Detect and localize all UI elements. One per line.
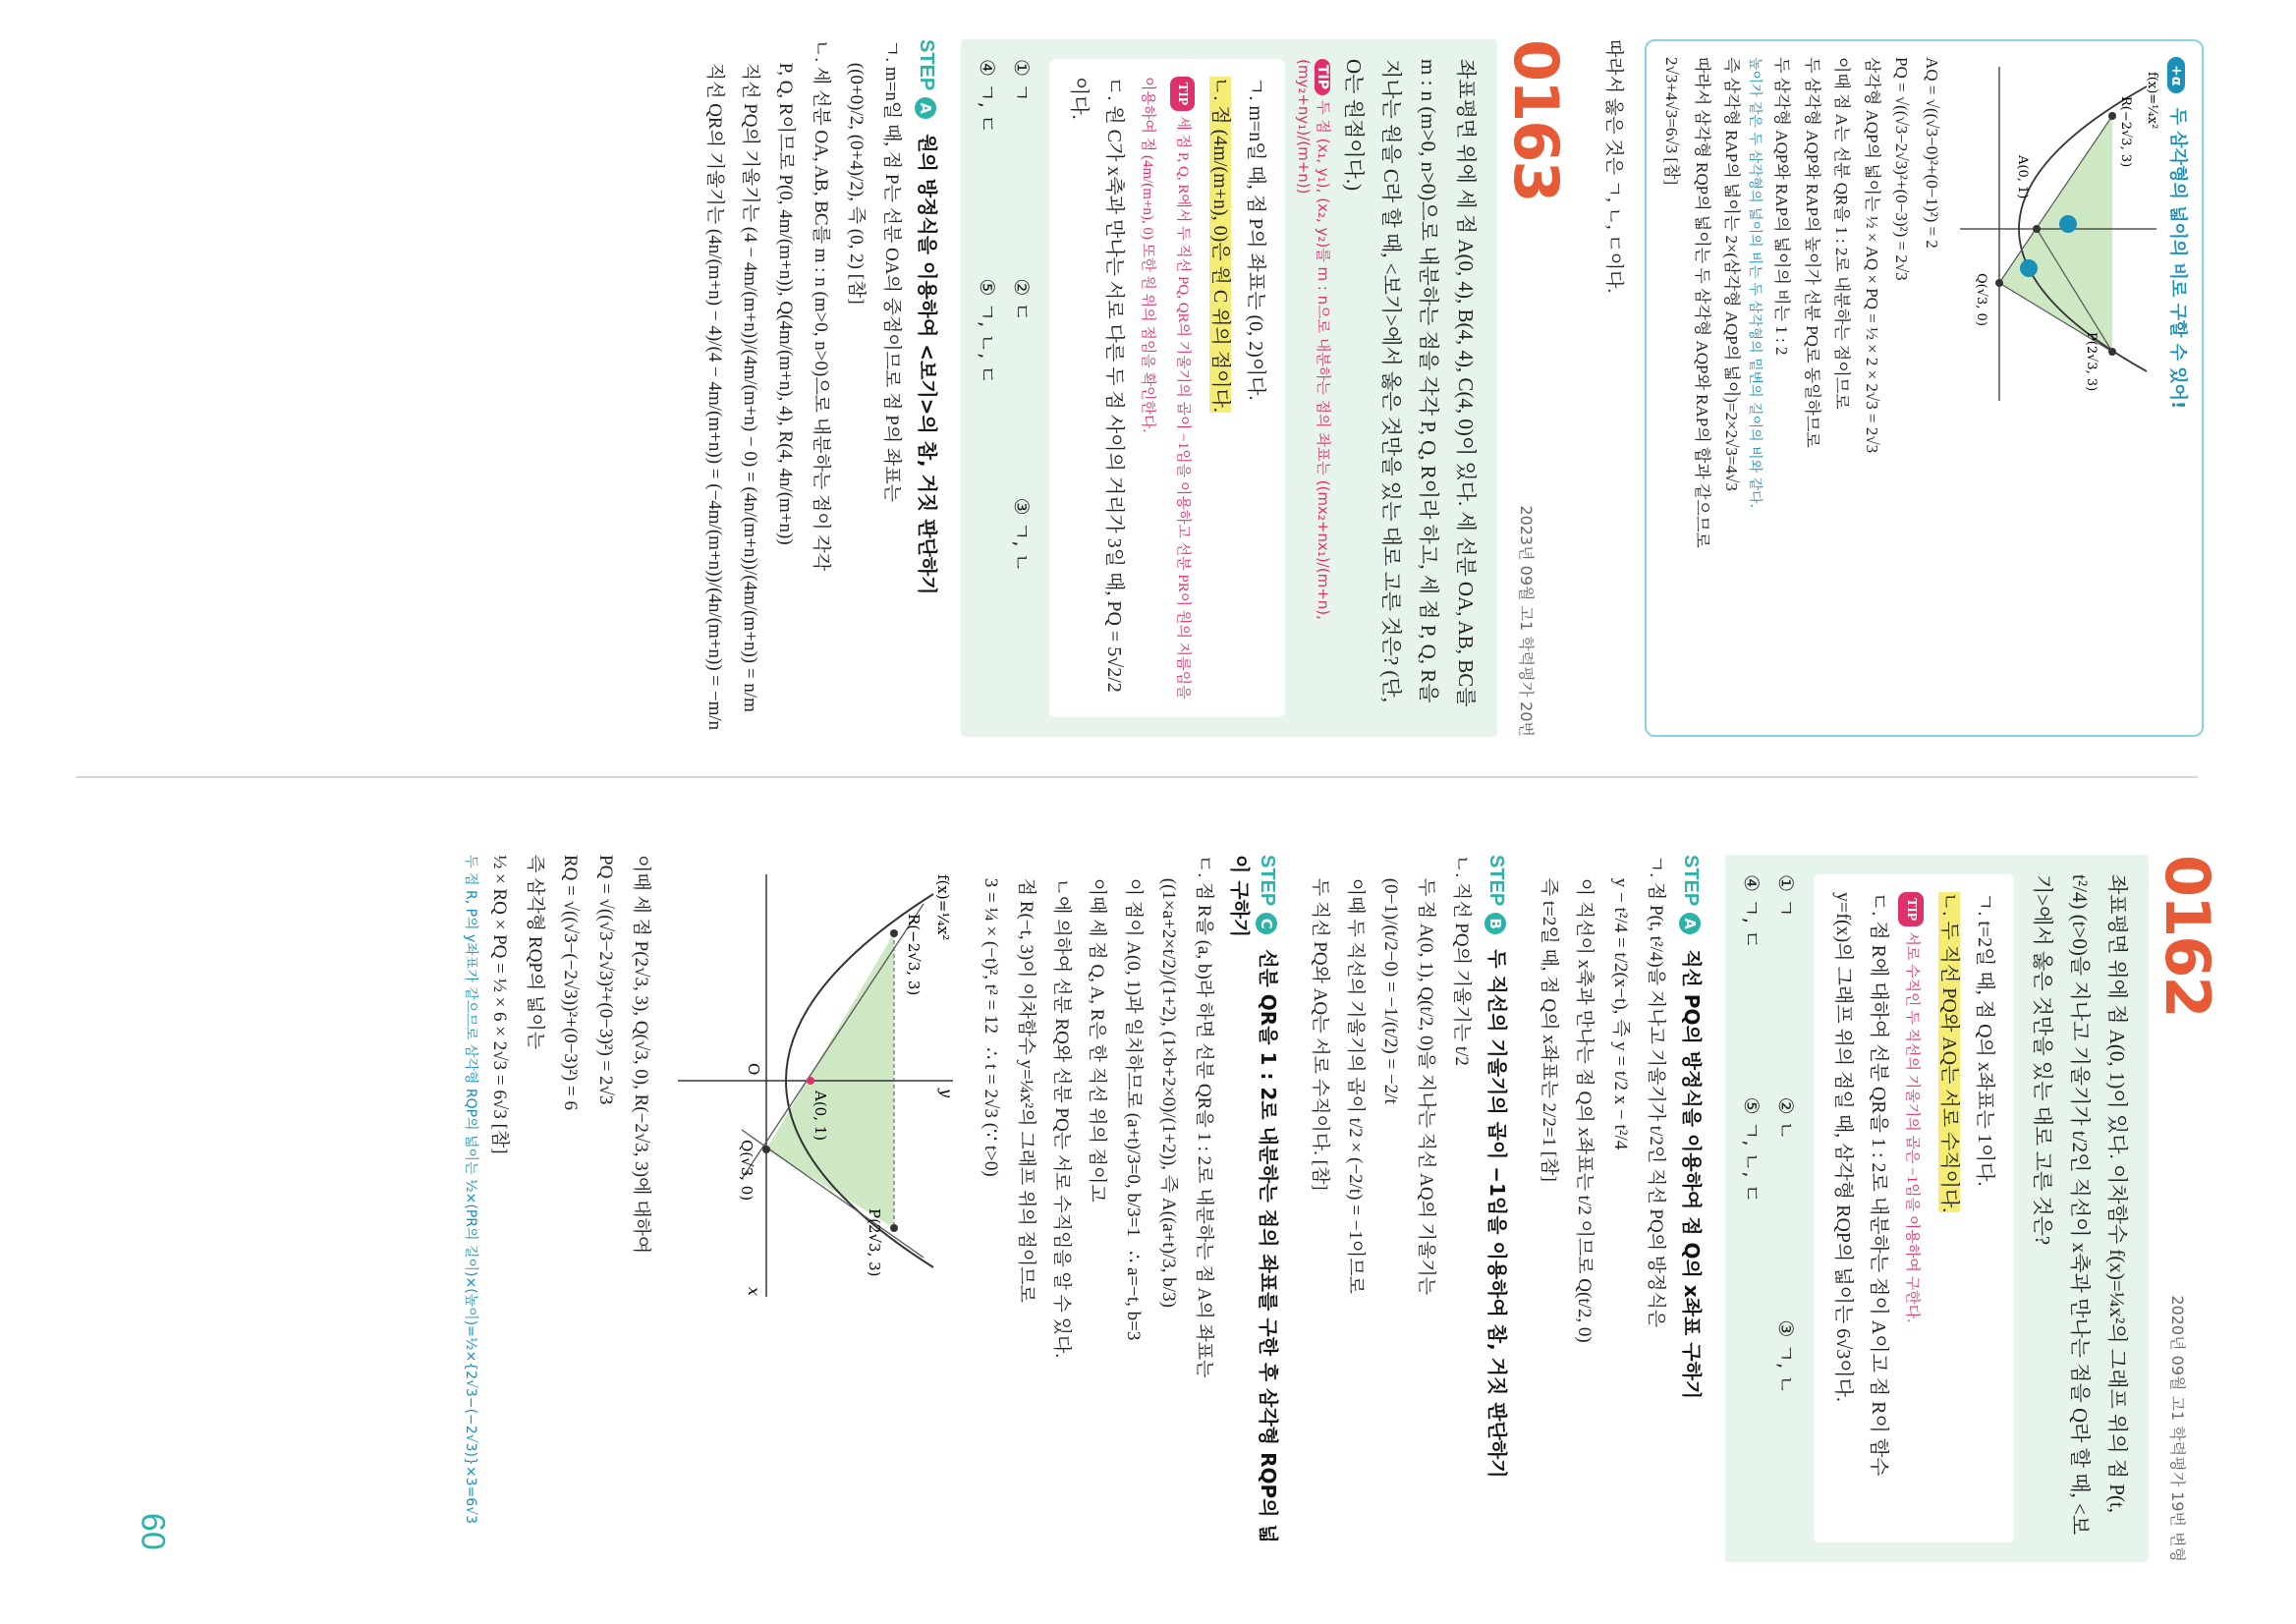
parabola-figure (664, 855, 963, 1562)
region-1-marker (2059, 215, 2077, 233)
label-p-alt: P(2√3, 3) (2084, 332, 2099, 392)
label-p: P(2√3, 3) (866, 1208, 884, 1277)
problem-source: 2023년 09월 고1 학력평가 20번 (1516, 505, 1536, 737)
label-y: y (937, 1089, 957, 1098)
after-figure-body: 이때 세 점 P(2√3, 3), Q(√3, 0), R(−2√3, 3)에 대하여 PQ = √((√3−2√3)²+(0−3)²) = 2√3 RQ = √((√3−(−2√3))²+(0−3)²) = 6 즉 삼각형 RQP의 넓이는 ½ × RQ × PQ = ½ × 6 × 2√3 = 6√3 [참] (488, 855, 652, 1255)
problem-stem: 좌표평면 위에 점 A(0, 1)이 있다. 이차함수 f(x)=¼x²의 그래프 위의 점 P(t, t²/4) (t>0)을 지나고 기울기가 t/2인 직선이 x축과 만나는 점을 Q라 할 때, <보기>에서 옳은 것만을 있는 대로 고른 것은? (2031, 874, 2129, 1536)
choice[interactable]: ② ㄷ (1010, 278, 1035, 321)
bogi-item: ㄷ. 점 R에 대하여 선분 QR을 1 : 2로 내분하는 점이 A이고 점 R이 함수 y=f(x)의 그래프 위의 점일 때, 삼각형 RQP의 넓이는 6√3이다. (1831, 892, 1889, 1477)
answer-choices (975, 59, 1037, 717)
answer-choices (1739, 874, 1802, 1542)
label-r-alt: R(−2√3, 3) (2118, 96, 2133, 168)
highlighted-text: ㄴ. 두 직선 PQ와 AQ는 서로 수직이다. (1937, 892, 1960, 1213)
step-letter-b: B (1484, 913, 1506, 934)
choice[interactable]: ③ ㄱ, ㄴ (1010, 497, 1035, 573)
step-label: STEP (916, 39, 938, 91)
alt-method-box (1645, 39, 2204, 737)
choice[interactable]: ⑤ ㄱ, ㄴ, ㄷ (976, 278, 1000, 385)
step-letter-a: A (915, 97, 936, 119)
point-r (890, 929, 898, 937)
bogi-box (1049, 59, 1285, 717)
point-p-alt (2108, 348, 2116, 356)
label-q-alt: Q(√3, 0) (1974, 273, 1988, 326)
alt-method-title-text: 두 삼각형의 넓이의 비로 구할 수 있어! (2167, 107, 2188, 410)
step-a-body: ㄱ. 점 P(t, t²/4)을 지나고 기울기가 t/2인 직선 PQ의 방정식은 y − t²/4 = t/2(x−t), 즉 y = t/2 x − t²/4 이 직선이 x축과 만나는 점 Q의 x좌표는 t/2 이므로 Q(t/2, 0) 즉 t=2일 때, 점 Q의 x좌표는 2/2=1 [참] (1539, 855, 1666, 1343)
page-number: 09 (136, 1513, 173, 1550)
step-title: 직선 PQ의 방정식을 이용하여 점 Q의 x좌표 구하기 (1679, 949, 1704, 1400)
bogi-item (1203, 77, 1238, 700)
tip-text: 세 점 P, Q, R에서 두 직선 PQ, QR의 기울기의 곱이 −1임을 이용하고 선분 PR이 원의 지름임을 이용하여 점 (4m/(m+n), 0) 또한 원 위의 점임을 확인한다. (1140, 77, 1192, 700)
problem-box-0163 (961, 39, 1496, 737)
label-x: x (745, 1287, 764, 1297)
step-c-heading (1227, 855, 1284, 1562)
choice[interactable]: ④ ㄱ, ㄷ (1739, 874, 1764, 949)
step-title: 선분 QR을 1 : 2로 내분하는 점의 좌표를 구한 후 삼각형 RQP의 넓이 구하기 (1227, 855, 1280, 1543)
point-p (890, 1224, 898, 1232)
problem-number: 0163 (1499, 39, 1572, 201)
step-label: STEP (1256, 855, 1278, 907)
point-a-alt (2033, 225, 2041, 233)
step-b-heading (1484, 855, 1513, 1562)
alt-method-body: AQ = √((√3−0)²+(0−1)²) = 2 PQ = √((√3−2√3)²+(0−3)²) = 2√3 삼각형 AQP의 넓이는 ½ × AQ × PQ = ½ × 2 × 2√3 = 2√3 이때 점 A는 선분 QR을 1 : 2로 내분하는 점이므로 두 삼각형 AQP와 RAP의 높이가 선분 PQ로 동일하므로 두 삼각형 AQP와 RAP의 넓이의 비는 1 : 2 (1772, 57, 1941, 454)
step-title: 두 직선의 기울기의 곱이 −1임을 이용하여 참, 거짓 판단하기 (1485, 949, 1510, 1479)
problem-source: 2020년 09월 고1 학력평가 19번 변형 (2168, 1295, 2187, 1562)
step-b-body: ㄴ. 직선 PQ의 기울기는 t/2 두 점 A(0, 1), Q(t/2, 0)을 지나는 직선 AQ의 기울기는 (0−1)/(t/2−0) = −1/(t/2) = −2/t 이때 두 직선의 기울기의 곱이 t/2 × (−2/t) = −1이므로 두 직선 PQ와 AQ는 서로 수직이다. [참] (1309, 855, 1473, 1296)
choice[interactable]: ④ ㄱ, ㄷ (976, 59, 1000, 134)
alt-method-blue: 높이가 같은 두 삼각형의 넓이의 비는 두 삼각형의 밑변의 길이의 비와 같다. (1747, 57, 1764, 509)
alt-method-body-2: 즉 삼각형 RAP의 넓이는 2×(삼각형 AQP의 넓이)=2×2√3=4√3 따라서 삼각형 RQP의 넓이는 두 삼각형 AQP와 RAP의 합과 같으므로 2√3+4√3=6√3 [참] (1662, 57, 1742, 548)
step-title: 원의 방정식을 이용하여 <보기>의 참, 거짓 판단하기 (916, 134, 940, 595)
problem-header-0163 (1497, 39, 1572, 737)
step-a-heading (1679, 855, 1708, 1562)
step-a-body-0163: ㄱ. m=n일 때, 점 P는 선분 OA의 중점이므로 점 P의 좌표는 ((0+0)/2, (0+4)/2), 즉 (0, 2) [참] ㄴ. 세 선분 OA, AB, BC를 m : n (m>0, n>0)으로 내분하는 점이 각각 P, Q, R이므로 P(0, 4m/(m+n)), Q(4m/(m+n), 4), R(4, 4n/(m+n)) 직선 PQ의 기울기는 (4 − 4m/(m+n))/(4m/(m+n) − 0) = (4n/(m+n))/(4m/(m+n)) = n/m 직선 QR의 기울기는 (4n/(m+n) − 4)/(4 − 4m/(m+n)) = (−4m/(m+n))/(4n/(m+n)) = −m/n (703, 39, 903, 731)
label-o: O (745, 1063, 763, 1076)
label-q: Q(√3, 0) (738, 1140, 756, 1202)
problem-stem: 좌표평면 위에 세 점 A(0, 4), B(4, 4), C(4, 0)이 있다. 세 선분 OA, AB, BC를 m : n (m>0, n>0)으로 내분하는 점을 각각 P, Q, R이라 하고, 세 점 P, Q, R을 지나는 원을 C라 할 때, <보기>에서 옳은 것만을 있는 대로 고른 것은? (단, O는 원점이다.) (1342, 59, 1478, 707)
column-two (697, 39, 2217, 737)
tip-badge: TIP (1315, 59, 1330, 95)
bogi-item (1932, 892, 1967, 1525)
label-r: R(−2√3, 3) (905, 914, 924, 996)
figure-svg (668, 855, 963, 1307)
step-letter-a: A (1679, 913, 1701, 934)
problem-number: 0162 (2152, 855, 2223, 1017)
tip-badge: TIP (1898, 892, 1923, 926)
column-divider (76, 776, 2198, 778)
tip-line (1295, 59, 1334, 717)
point-a (807, 1077, 814, 1085)
choice[interactable]: ② ㄴ (1773, 1096, 1798, 1141)
step-a-heading-0163 (915, 39, 943, 737)
choice[interactable]: ① ㄱ (1773, 874, 1798, 918)
bogi-item: ㄱ. t=2일 때, 점 Q의 x좌표는 1이다. (1973, 892, 1995, 1187)
point-r-alt (2108, 112, 2116, 120)
point-q-alt (1995, 279, 2003, 287)
label-curve-alt: f(x)=¼x² (2145, 72, 2159, 130)
tip-line (1896, 892, 1932, 1525)
tip-text: 서로 수직인 두 직선의 기울기의 곱은 −1임을 이용하여 구한다. (1903, 931, 1920, 1322)
choice[interactable]: ① ㄱ (1010, 59, 1035, 102)
choice[interactable]: ③ ㄱ, ㄴ (1773, 1319, 1798, 1394)
label-a-alt: A(0, 1) (2015, 155, 2030, 199)
step-c-body: ㄷ. 점 R을 (a, b)라 하면 선분 QR을 1 : 2로 내분하는 점 A의 좌표는 ((1×a+2×t/2)/(1+2), (1×b+2×0)/(1+2)), 즉 A((a+t)/3, b/3) 이 점이 A(0, 1)과 일치하므로 (a+t)/3=0, b/3=1 ∴ a=−t, b=3 이때 세 점 Q, A, R은 한 직선 위의 점이고 ㄴ에 의하여 선분 RQ와 선분 PQ는 서로 수직임을 알 수 있다. 점 R(−t, 3)이 이차함수 y=¼x²의 그래프 위의 점이므로 3 = ¼ × (−t)², t² = 12 ∴ t = 2√3 (∵ t>0) (980, 855, 1214, 1378)
step-label: STEP (1679, 855, 1702, 907)
problem-header (2149, 855, 2223, 1562)
label-a: A(0, 1) (812, 1091, 830, 1142)
plus-alpha-badge: +α (2167, 57, 2185, 93)
final-answer: 따라서 옳은 것은 ㄱ, ㄴ, ㄷ이다. (1602, 39, 1624, 294)
problem-box (1725, 855, 2149, 1562)
step-letter-c: C (1256, 913, 1277, 934)
label-curve: f(x)=¼x² (934, 874, 953, 941)
tip-badge: TIP (1170, 77, 1195, 111)
alt-figure-svg (1950, 57, 2166, 411)
tip-text: 두 점 (x₁, y₁), (x₂, y₂)를 m : n으로 내분하는 점의 좌표는 ((mx₂+nx₁)/(m+n), (my₂+ny₁)/(m+n)) (1295, 59, 1333, 620)
alt-method-title (2166, 57, 2192, 719)
choice[interactable]: ⑤ ㄱ, ㄴ, ㄷ (1739, 1096, 1764, 1204)
step-label: STEP (1485, 855, 1508, 907)
point-q (762, 1146, 770, 1153)
highlighted-text: ㄴ. 점 (4m/(m+n), 0)은 원 C 위의 점이다. (1209, 77, 1232, 413)
problem-0162 (462, 855, 2223, 1562)
bogi-item: ㄷ. 원 C가 x축과 만나는 서로 다른 두 점 사이의 거리가 3일 때, PQ = 5√2/2 이다. (1068, 77, 1126, 693)
after-figure-note: 두 점 R, P의 y좌표가 같으므로 삼각형 RQP의 넓이는 ½×(PR의 길이)×(높이)=½×{2√3−(−2√3)}×3=6√3 (462, 855, 478, 1524)
bogi-item: ㄱ. m=n일 때, 점 P의 좌표는 (0, 2)이다. (1245, 77, 1267, 401)
region-2-marker (2020, 259, 2038, 277)
bogi-box (1814, 874, 2014, 1542)
tip-line (1132, 77, 1203, 700)
